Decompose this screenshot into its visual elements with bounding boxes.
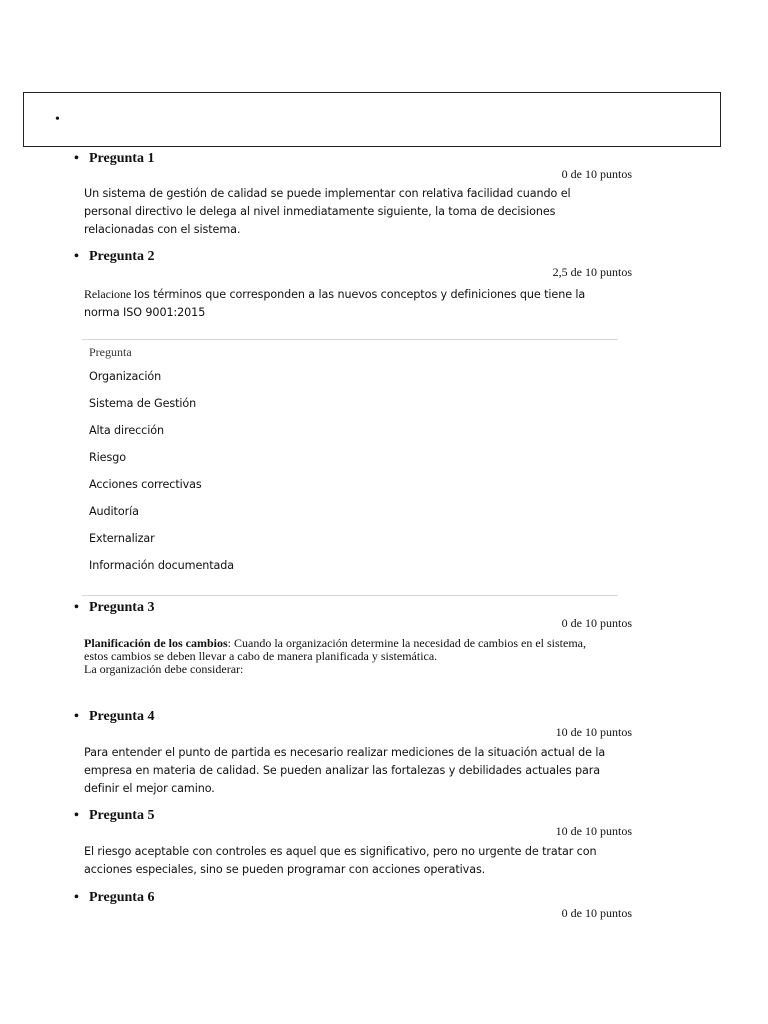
question-5-title: Pregunta 5	[89, 808, 155, 823]
question-6-points: 0 de 10 puntos	[561, 906, 632, 920]
question-4-title: Pregunta 4	[89, 709, 155, 724]
question-3-title: Pregunta 3	[89, 600, 155, 615]
header-box	[23, 92, 721, 147]
match-item: Información documentada	[89, 559, 235, 572]
question-2-text: Relacione los términos que corresponden a las nuevos conceptos y definiciones que tiene la norma ISO 9001:2015	[84, 287, 586, 319]
question-1-text: Un sistema de gestión de calidad se puede implementar con relativa facilidad cuando el personal directivo le delega al nivel inmediatamente siguiente, la toma de decisiones relacionadas con el sistema.	[84, 187, 571, 236]
question-3-points: 0 de 10 puntos	[561, 616, 632, 630]
match-item: Auditoría	[89, 505, 139, 518]
question-6-title: Pregunta 6	[89, 890, 155, 905]
divider	[82, 595, 618, 596]
question-4-text: Para entender el punto de partida es necesario realizar mediciones de la situación actual de la empresa en materia de calidad. Se pueden analizar las fortalezas y debilidades actuales para definir el mejor camino.	[84, 746, 606, 795]
match-column-header: Pregunta	[89, 345, 132, 359]
match-item: Alta dirección	[89, 424, 164, 437]
question-1-heading: • Pregunta 1	[74, 151, 155, 166]
question-4-points: 10 de 10 puntos	[555, 725, 632, 739]
question-1-title: Pregunta 1	[89, 151, 155, 166]
match-item: Externalizar	[89, 532, 155, 545]
question-1-points: 0 de 10 puntos	[561, 167, 632, 181]
question-4-heading: • Pregunta 4	[74, 709, 155, 724]
match-item: Acciones correctivas	[89, 478, 202, 491]
match-item: Organización	[89, 370, 162, 383]
question-2-title: Pregunta 2	[89, 249, 155, 264]
question-2-heading: • Pregunta 2	[74, 249, 155, 264]
question-3-heading: • Pregunta 3	[74, 600, 155, 615]
question-5-heading: • Pregunta 5	[74, 808, 155, 823]
question-3-text: Planificación de los cambios: Cuando la organización determine la necesidad de cambios en el sistema, estos cambios se deben llevar a cabo de manera planificada y sistemática. La organización debe considerar:	[84, 636, 586, 676]
question-5-text: El riesgo aceptable con controles es aquel que es significativo, pero no urgente de tratar con acciones especiales, sino se pueden programar con acciones operativas.	[84, 845, 597, 876]
bullet-point: •	[55, 112, 60, 127]
question-2-points: 2,5 de 10 puntos	[552, 265, 632, 279]
match-item: Sistema de Gestión	[89, 397, 197, 410]
question-6-heading: • Pregunta 6	[74, 890, 155, 905]
question-5-points: 10 de 10 puntos	[555, 824, 632, 838]
divider	[82, 339, 618, 340]
match-item: Riesgo	[89, 451, 126, 464]
